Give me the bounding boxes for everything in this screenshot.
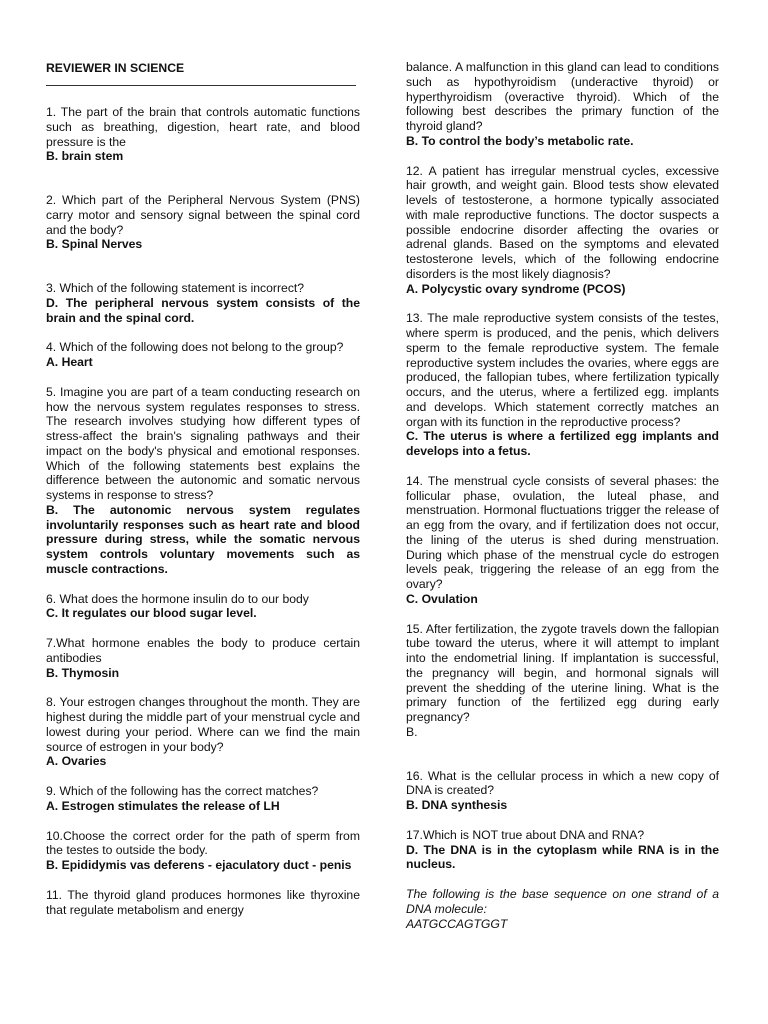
question-text: 6. What does the hormone insulin do to our body: [46, 591, 309, 606]
question-item: [46, 695, 360, 769]
question-text: 13. The male reproductive system consists of the testes, where sperm is produced, and the penis, which delivers sperm to the female reproductive system. The female reproductive system includes the ovaries, where eggs are produced, the fallopian tubes, where fertilization typically occurs, and the uterus, where a fertilized egg. implants and develops. Which statement correctly matches an organ with its function in the reproductive process?: [406, 311, 719, 429]
answer-text: B. Epididymis vas deferens - ejaculatory duct - penis: [46, 858, 352, 872]
title-divider: [46, 85, 356, 86]
answer-text: A. Heart: [46, 355, 93, 369]
question-text: 15. After fertilization, the zygote travels down the fallopian tube toward the uterus, where it will attempt to implant into the endometrial lining. If implantation is successful, the pregnancy will begin, and hormonal signals will prevent the shedding of the uterine lining. What is the primary function of the fertilized egg during early pregnancy?: [406, 621, 719, 724]
answer-text: A. Estrogen stimulates the release of LH: [46, 798, 280, 813]
answer-text: B. Spinal Nerves: [46, 237, 143, 252]
question-text: 10.Choose the correct order for the path of sperm from the testes to outside the body.: [46, 828, 360, 858]
answer-text: B. DNA synthesis: [406, 798, 508, 812]
dna-sequence-block: [406, 887, 719, 931]
page-title: REVIEWER IN SCIENCE: [46, 61, 185, 75]
question-text: 1. The part of the brain that controls automatic functions such as breathing, digestion, heart rate, and blood pressure is the: [46, 105, 360, 149]
question-item: [46, 105, 360, 164]
answer-text: A. Ovaries: [46, 754, 107, 769]
answer-text: B. brain stem: [46, 149, 124, 164]
question-text: 8. Your estrogen changes throughout the month. They are highest during the middle part of your menstrual cycle and lowest during your period. Where can we find the main source of estrogen in your body?: [46, 695, 360, 754]
question-item: [46, 193, 360, 252]
question-item: [46, 636, 360, 680]
left-column: [46, 60, 360, 932]
question-item: [46, 592, 360, 622]
answer-text: B. The autonomic nervous system regulates involuntarily responses such as heart rate and blood pressure during stress, while the somatic nervous system controls voluntary movements such as muscle contractions.: [46, 502, 360, 576]
question-text: 12. A patient has irregular menstrual cycles, excessive hair growth, and weight gain. Blood tests show elevated levels of testosterone, a hormone typically associated with male reproductive functions. The doctor suspects a possible endocrine disorder affecting the ovaries or adrenal glands. Based on the symptoms and elevated testosterone levels, which of the following endocrine disorders is the most likely diagnosis?: [406, 163, 719, 281]
question-item: [46, 784, 360, 814]
question-item: [46, 340, 360, 370]
question-text: 14. The menstrual cycle consists of several phases: the follicular phase, ovulation, the luteal phase, and menstruation. Hormonal fluctuations trigger the release of an egg from the ovary, and if fertilization does not occur, the lining of the uterus is shed during menstruation. During which phase of the menstrual cycle do estrogen levels peak, triggering the release of an egg from the ovary?: [406, 473, 719, 591]
answer-text: C. The uterus is where a fertilized egg implants and develops into a fetus.: [406, 429, 719, 458]
question-text: 5. Imagine you are part of a team conducting research on how the nervous system regulates responses to stress. The research involves studying how different types of stress-affect the brain's signaling pathways and their impact on the body's physical and emotional responses. Which of the following statements best explains the difference between the autonomic and somatic nervous systems in response to stress?: [46, 384, 360, 502]
question-item: [46, 888, 360, 918]
question-item: [406, 164, 719, 297]
question-text: balance. A malfunction in this gland can lead to conditions such as hypothyroidism (underactive thyroid) or hyperthyroidism (overactive thyroid). Which of the following best describes the primary function of the thyroid gland?: [406, 60, 719, 133]
dna-sequence: AATGCCAGTGGT: [406, 916, 508, 931]
question-text: 4. Which of the following does not belong to the group?: [46, 340, 344, 355]
answer-text: A. Polycystic ovary syndrome (PCOS): [406, 281, 626, 296]
answer-text: B.: [406, 724, 418, 739]
question-item: [406, 311, 719, 459]
question-text: 17.Which is NOT true about DNA and RNA?: [406, 827, 645, 842]
answer-text: B. Thymosin: [46, 665, 120, 680]
answer-text: B. To control the body’s metabolic rate.: [406, 133, 634, 148]
question-item: [406, 60, 719, 149]
question-text: 2. Which part of the Peripheral Nervous System (PNS) carry motor and sensory signal between the spinal cord and the body?: [46, 193, 360, 237]
question-item: [406, 828, 719, 872]
question-text: 11. The thyroid gland produces hormones like thyroxine that regulate metabolism and energy: [46, 887, 360, 917]
answer-text: D. The peripheral nervous system consists of the brain and the spinal cord.: [46, 295, 360, 325]
question-item: [46, 281, 360, 325]
answer-text: C. It regulates our blood sugar level.: [46, 606, 257, 621]
question-text: 7.What hormone enables the body to produce certain antibodies: [46, 636, 360, 665]
sequence-intro: The following is the base sequence on one strand of a DNA molecule:: [406, 887, 719, 916]
question-item: [406, 474, 719, 607]
answer-text: D. The DNA is in the cytoplasm while RNA is in the nucleus.: [406, 842, 719, 872]
question-item: [406, 769, 719, 813]
right-column: [406, 60, 719, 946]
question-text: 9. Which of the following has the correct matches?: [46, 784, 319, 798]
question-item: [46, 829, 360, 873]
question-item: [46, 385, 360, 577]
question-text: 16. What is the cellular process in which a new copy of DNA is created?: [406, 768, 719, 798]
question-text: 3. Which of the following statement is incorrect?: [46, 281, 305, 295]
answer-text: C. Ovulation: [406, 591, 478, 606]
question-item: [406, 622, 719, 740]
